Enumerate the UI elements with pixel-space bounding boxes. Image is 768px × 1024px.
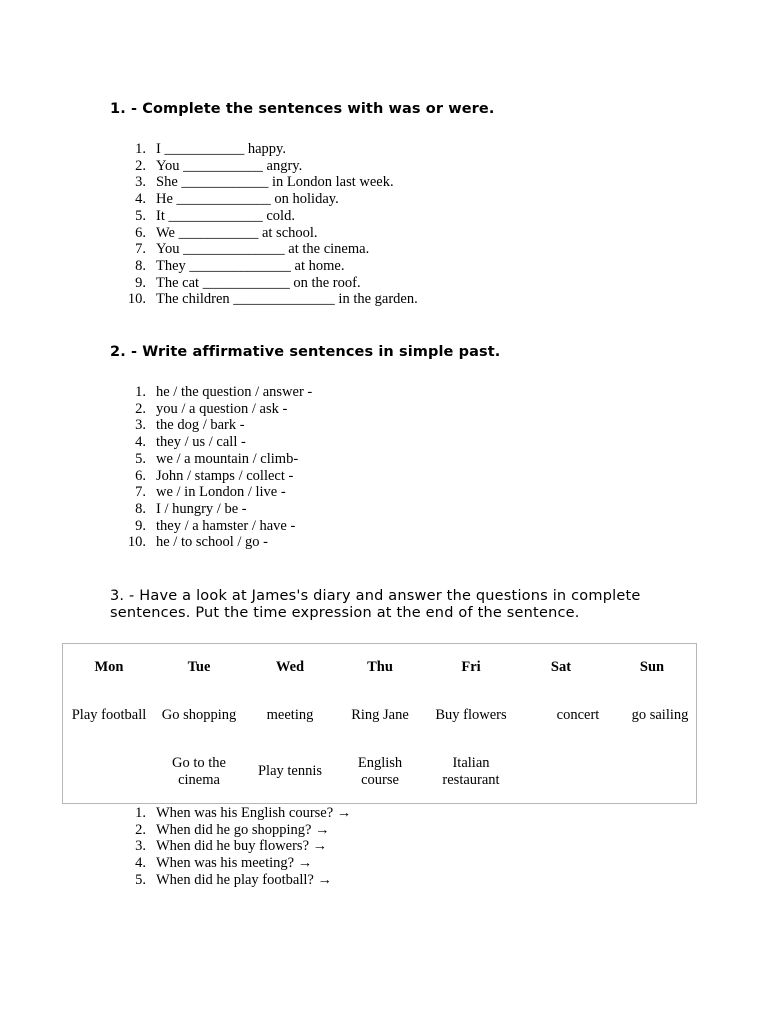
diary-cell-line: restaurant [442,772,500,788]
item-number: 3. [135,417,146,434]
diary-cell-line: Go to the [172,755,226,771]
diary-day-sat: Sat [550,659,572,675]
item-text: the dog / bark - [156,417,245,434]
item-number: 2. [135,157,146,174]
list-item [0,258,418,275]
list-item [0,501,312,518]
item-number: 3. [135,838,146,855]
list-item [0,534,312,551]
list-item [0,518,312,535]
item-number: 1. [135,384,146,400]
item-number: 5. [135,207,146,224]
item-number: 8. [135,500,146,517]
diary-day-mon: Mon [94,659,124,675]
item-text: we / in London / live - [156,484,286,501]
list-item [0,872,351,889]
item-text: he / to school / go - [156,534,268,551]
item-text: When was his meeting? → [156,855,313,872]
list-item [0,855,351,872]
section-3-questions [0,805,351,889]
item-text: you / a question / ask - [156,400,288,417]
item-number: 8. [135,257,146,274]
diary-day-fri: Fri [461,659,481,675]
diary-cell-mon-1: Play football [71,707,147,723]
list-item [0,822,351,839]
item-number: 4. [135,191,146,208]
diary-table [62,643,697,804]
list-item [0,291,418,308]
diary-cell-fri-2 [442,755,499,789]
item-text: John / stamps / collect - [156,467,294,484]
list-item [0,384,312,401]
item-text: they / a hamster / have - [156,517,296,534]
diary-cell-fri-1: Buy flowers [435,707,507,723]
section-1-heading: 1. - Complete the sentences with was or were. [110,101,495,117]
list-item [0,805,351,822]
item-text: When did he buy flowers? → [156,838,328,855]
list-item [0,401,312,418]
item-number: 3. [135,174,146,191]
item-text: they / us / call - [156,434,246,451]
item-text: We ___________ at school. [156,224,318,241]
list-item [0,225,418,242]
diary-cell-tue-1: Go shopping [161,707,237,723]
item-text: He _____________ on holiday. [156,191,339,208]
diary-day-thu: Thu [367,659,393,675]
section-2-heading: 2. - Write affirmative sentences in simple past. [110,344,501,360]
item-number: 10. [127,534,146,551]
diary-cell-line: cinema [178,772,220,788]
item-number: 5. [135,450,146,467]
list-item [0,484,312,501]
item-number: 1. [135,141,146,157]
diary-cell-sat-1: concert [556,707,600,723]
item-number: 1. [135,805,146,821]
item-text: You ___________ angry. [156,157,303,174]
item-number: 6. [135,224,146,241]
list-item [0,141,418,158]
item-text: It _____________ cold. [156,207,295,224]
item-text: You ______________ at the cinema. [156,241,370,258]
item-number: 9. [135,274,146,291]
item-text: When did he go shopping? → [156,821,330,838]
diary-cell-thu-2 [358,755,402,789]
diary-day-wed: Wed [275,659,305,675]
diary-cell-tue-2 [172,755,226,789]
item-number: 9. [135,517,146,534]
diary-cell-sun-1: go sailing [631,707,689,723]
diary-cell-wed-2: Play tennis [257,763,323,779]
item-text: I ___________ happy. [156,141,286,157]
item-number: 2. [135,400,146,417]
list-item [0,174,418,191]
diary-day-tue: Tue [187,659,211,675]
diary-cell-line: course [361,772,399,788]
diary-day-sun: Sun [639,659,665,675]
section-3-heading: 3. - Have a look at James's diary and answer the questions in complete sentences. Put the time expression at the end of the sentence. [110,588,641,621]
item-number: 7. [135,241,146,258]
diary-cell-line: English [357,755,403,771]
item-number: 5. [135,871,146,888]
item-text: I / hungry / be - [156,500,247,517]
section-1-list [0,141,418,308]
list-item [0,451,312,468]
list-item [0,468,312,485]
item-number: 6. [135,467,146,484]
list-item [0,241,418,258]
item-number: 4. [135,855,146,872]
diary-cell-wed-1: meeting [266,707,314,723]
list-item [0,208,418,225]
list-item [0,158,418,175]
item-text: She ____________ in London last week. [156,174,394,191]
list-item [0,417,312,434]
section-2-list [0,384,312,551]
item-text: They ______________ at home. [156,257,345,274]
item-number: 10. [127,291,146,308]
item-number: 2. [135,821,146,838]
item-text: When did he play football? → [156,871,332,888]
item-number: 4. [135,434,146,451]
item-text: we / a mountain / climb- [156,450,299,467]
item-text: The children ______________ in the garden. [156,291,418,308]
list-item [0,275,418,292]
diary-cell-thu-1: Ring Jane [351,707,409,723]
list-item [0,434,312,451]
item-text: he / the question / answer - [156,384,313,400]
item-number: 7. [135,484,146,501]
list-item [0,191,418,208]
item-text: The cat ____________ on the roof. [156,274,361,291]
item-text: When was his English course? → [156,805,352,821]
diary-cell-line: Italian [452,755,490,771]
list-item [0,838,351,855]
